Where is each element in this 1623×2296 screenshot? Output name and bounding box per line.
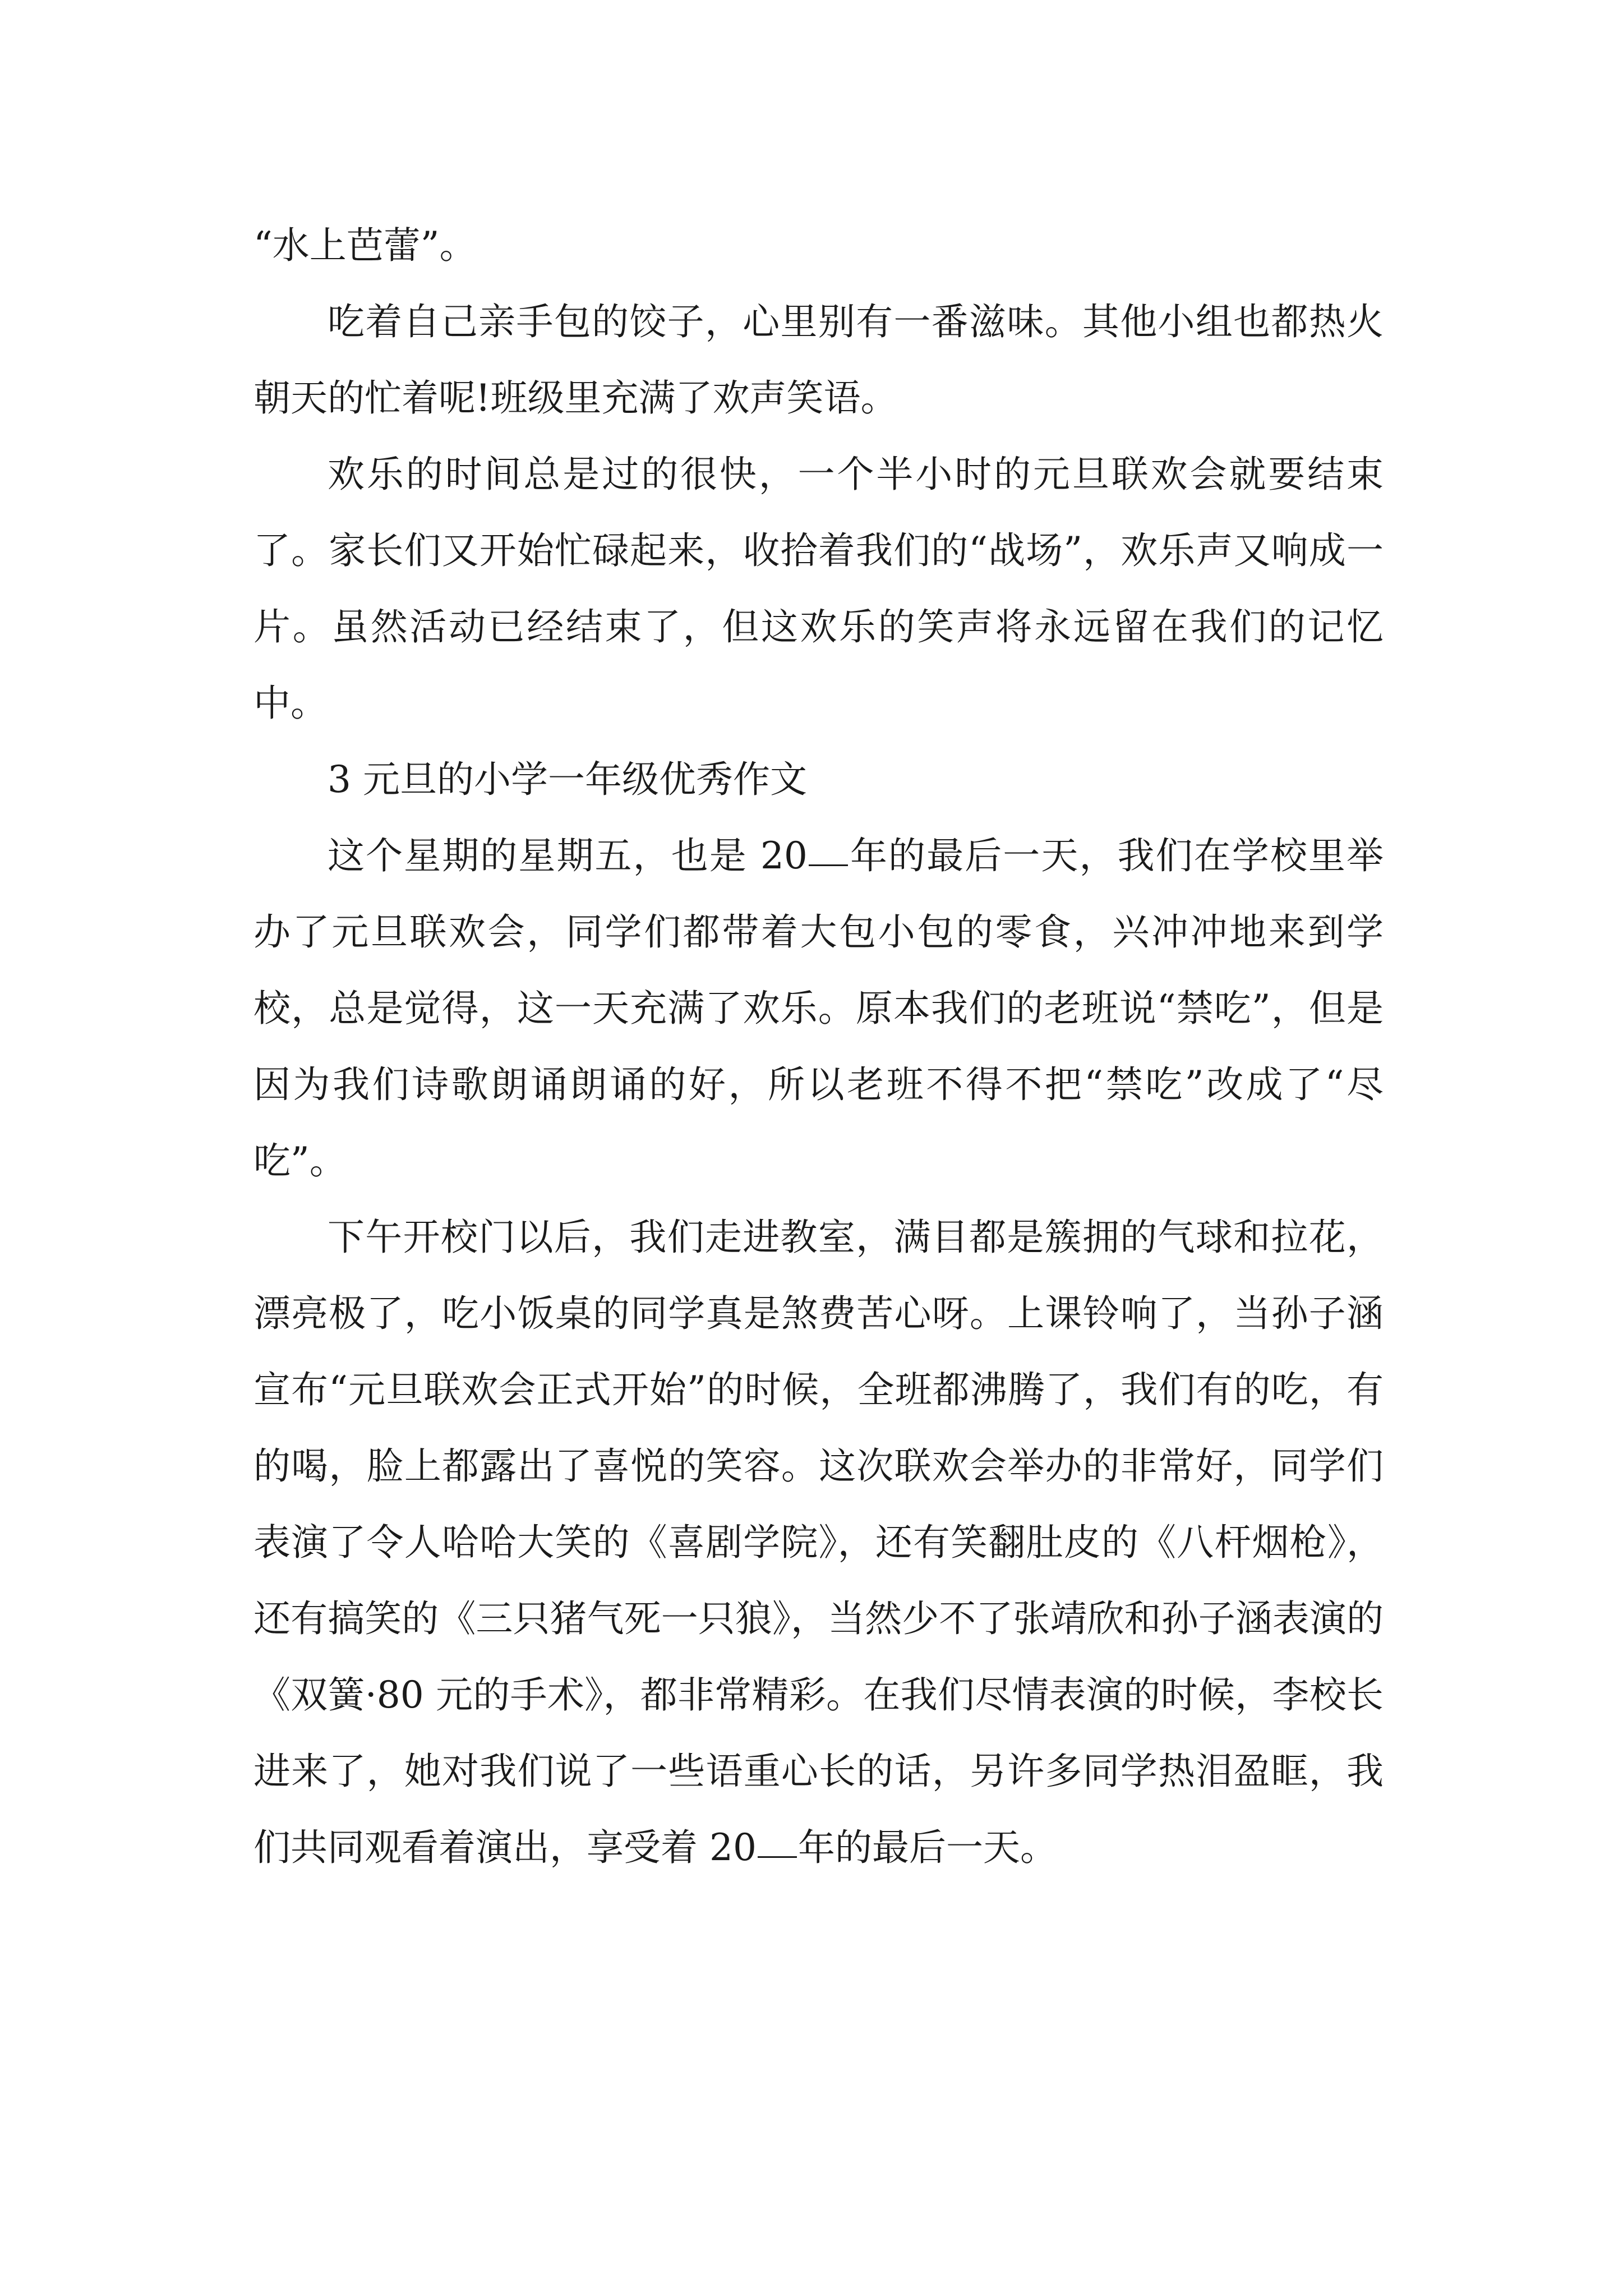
paragraph-text: 年的最后一天，我们在学校里举办了元旦联欢会，同学们都带着大包小包的零食，兴冲冲地来到学校，总是觉得，这一天充满了欢乐。原本我们的老班说“禁吃”，但是因为我们诗歌朗诵朗诵的好，所以老班不得不把“禁吃”改成了“尽吃”。: [253, 834, 1384, 1182]
paragraph-6: [253, 1199, 1384, 1886]
paragraph-text: 年的最后一天。: [797, 1826, 1057, 1869]
paragraph-1: [253, 208, 1384, 284]
year-blank-underline: [809, 827, 848, 866]
paragraph-5: [253, 818, 1384, 1199]
paragraph-text: 下午开校门以后，我们走进教室，满目都是簇拥的气球和拉花，漂亮极了，吃小饭桌的同学真是煞费苦心呀。上课铃响了，当孙子涵宣布“元旦联欢会正式开始”的时候，全班都沸腾了，我们有的吃，有的喝，脸上都露出了喜悦的笑容。这次联欢会举办的非常好，同学们表演了令人哈哈大笑的《喜剧学院》，还有笑翻肚皮的《八杆烟枪》，还有搞笑的《三只猪气死一只狼》，当然少不了张靖欣和孙子涵表演的《双簧·80 元的手术》，都非常精彩。在我们尽情表演的时候，李校长进来了，她对我们说了一些语重心长的话，另许多同学热泪盈眶，我们共同观看着演出，享受着 20: [253, 1216, 1384, 1869]
heading-text: 3 元旦的小学一年级优秀作文: [328, 758, 807, 801]
paragraph-text: “水上芭蕾”。: [253, 224, 477, 267]
paragraph-2: [253, 284, 1384, 436]
year-blank-underline: [758, 1819, 797, 1858]
paragraph-text: 这个星期的星期五，也是 20: [328, 834, 808, 877]
document-body: [253, 208, 1384, 1886]
section-heading: [253, 742, 1384, 818]
paragraph-text: 吃着自己亲手包的饺子，心里别有一番滋味。其他小组也都热火朝天的忙着呢!班级里充满了欢声笑语。: [253, 300, 1384, 420]
paragraph-3: [253, 436, 1384, 742]
paragraph-text: 欢乐的时间总是过的很快，一个半小时的元旦联欢会就要结束了。家长们又开始忙碌起来，收拾着我们的“战场”，欢乐声又响成一片。虽然活动已经结束了，但这欢乐的笑声将永远留在我们的记忆中。: [253, 453, 1384, 725]
